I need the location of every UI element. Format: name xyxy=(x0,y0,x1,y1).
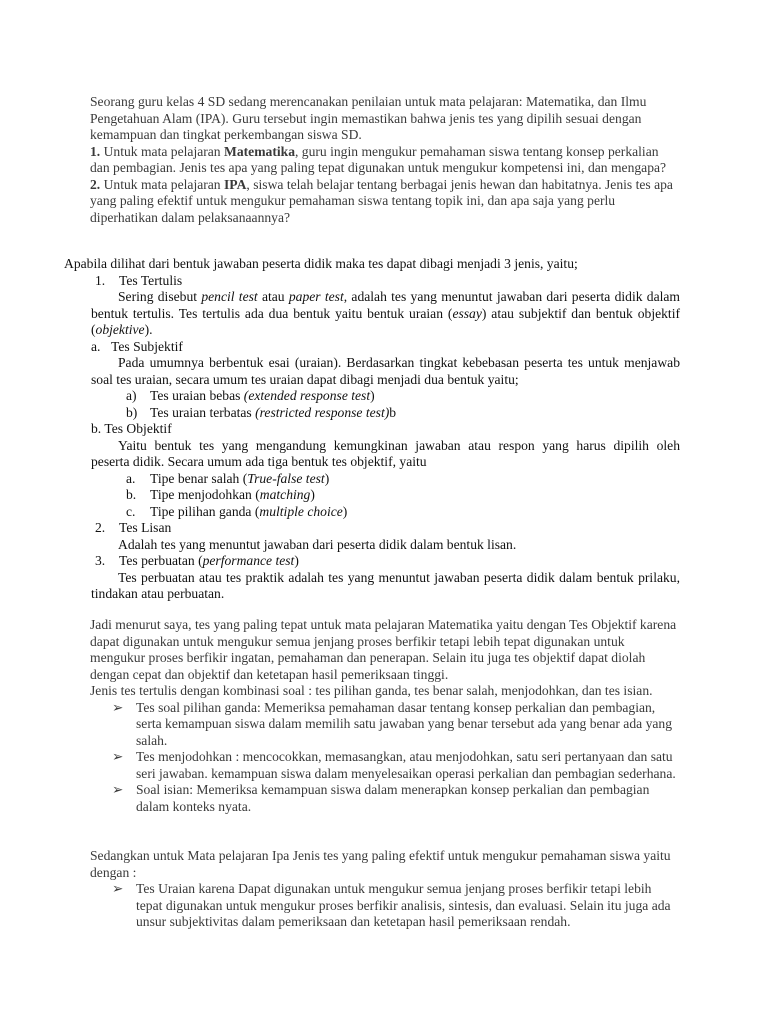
question-intro: Seorang guru kelas 4 SD sedang merencanakan penilaian untuk mata pelajaran: Matematika, dan Ilmu Pengetahuan Alam (IPA). Guru tersebut ingin memastikan bahwa jenis tes yang dipilih sesuai dengan kemampuan dan tingkat perkembangan siswa SD. xyxy=(90,94,647,142)
subtype-b-item-1: a. Tipe benar salah (True-false test) xyxy=(126,470,330,486)
arrow-bullet-icon: ➢ xyxy=(112,749,124,764)
test-type-1-desc-line3: (objektive). xyxy=(91,322,153,337)
arrow-bullet-icon: ➢ xyxy=(112,881,124,896)
test-type-1-desc-line2: bentuk tertulis. Tes tertulis ada dua bentuk yaitu bentuk uraian (essay) atau subjektif dan bentuk objektif xyxy=(91,305,681,321)
subtype-a-item-1: a) Tes uraian bebas (extended response test) xyxy=(126,388,375,403)
subtype-b-item-2: b. Tipe menjodohkan (matching) xyxy=(126,487,315,502)
test-type-1: 1. Tes Tertulis xyxy=(95,272,183,288)
subtype-a-desc-line2: soal tes uraian, secara umum tes uraian dapat dibagi menjadi dua bentuk yaitu; xyxy=(91,371,519,387)
subtype-b-desc-line1: Yaitu bentuk tes yang mengandung kemungkinan jawaban atau respon yang harus dipilih oleh xyxy=(118,437,680,453)
conclusion-bullet-2: ➢ Tes menjodohkan : mencocokkan, memasangkan, atau menjodohkan, satu seri pertanyaan dan satu seri jawaban. kemampuan siswa dalam menyelesaikan operasi perkalian dan pembagian sederhana. xyxy=(112,749,676,781)
arrow-bullet-icon: ➢ xyxy=(112,782,124,797)
ipa-block xyxy=(90,848,680,931)
subtype-b-item-3: c. Tipe pilihan ganda (multiple choice) xyxy=(126,503,348,519)
conclusion-bullet-3: ➢ Soal isian: Memeriksa kemampuan siswa dalam menerapkan konsep perkalian dan pembagian dalam konteks nyata. xyxy=(112,782,650,814)
test-type-3-desc-line2: tindakan atau perbuatan. xyxy=(91,586,225,601)
question-block xyxy=(90,94,680,226)
subtype-a-item-2: b) Tes uraian terbatas (restricted response test)b xyxy=(126,404,397,420)
conclusion-bullet-1: ➢ Tes soal pilihan ganda: Memeriksa pemahaman dasar tentang konsep perkalian dan pembagian, serta kemampuan siswa dalam memilih satu jawaban yang benar tersebut ada yang benar ada yang salah. xyxy=(112,699,672,748)
subtype-a-desc-line1: Pada umumnya berbentuk esai (uraian). Berdasarkan tingkat kebebasan peserta tes untuk menjawab xyxy=(118,355,680,370)
test-type-1-desc-line1: Sering disebut pencil test atau paper test, adalah tes yang menuntut jawaban dari peserta didik dalam xyxy=(118,289,680,304)
test-type-2: 2. Tes Lisan xyxy=(95,520,172,535)
test-type-3: 3. Tes perbuatan (performance test) xyxy=(95,553,299,568)
answer-intro: Apabila dilihat dari bentuk jawaban peserta didik maka tes dapat dibagi menjadi 3 jenis, yaitu; xyxy=(64,256,578,271)
subtype-b: b. Tes Objektif xyxy=(91,421,172,436)
ipa-paragraph: Sedangkan untuk Mata pelajaran Ipa Jenis tes yang paling efektif untuk mengukur pemahaman siswa yaitu dengan : xyxy=(90,848,671,880)
test-type-2-desc: Adalah tes yang menuntut jawaban dari peserta didik dalam bentuk lisan. xyxy=(118,536,517,552)
question-1: 1. Untuk mata pelajaran Matematika, guru ingin mengukur pemahaman siswa tentang konsep perkalian dan pembagian. Jenis tes apa yang paling tepat digunakan untuk mengukur kompetensi ini, dan mengapa? xyxy=(90,143,667,175)
answer-block xyxy=(64,256,680,603)
conclusion-block xyxy=(90,617,680,815)
question-2: 2. Untuk mata pelajaran IPA, siswa telah belajar tentang berbagai jenis hewan dan habitatnya. Jenis tes apa yang paling efektif untuk mengukur pemahaman siswa tentang topik ini, dan apa saja yang perlu diperhatikan dalam pelaksanaannya? xyxy=(90,176,673,225)
ipa-bullet-1: ➢ Tes Uraian karena Dapat digunakan untuk mengukur semua jenjang proses berfikir tetapi lebih tepat digunakan untuk mengukur proses berfikir analisis, sintesis, dan evaluasi. Selain itu juga ada unsur subjektivitas dalam pemeriksaan dan ketetapan hasil pemeriksaan rendah. xyxy=(112,881,671,929)
conclusion-paragraph: Jadi menurut saya, tes yang paling tepat untuk mata pelajaran Matematika yaitu dengan Tes Objektif karena dapat digunakan untuk mengukur semua jenjang proses berfikir tetapi lebih tepat digunakan untuk mengukur proses berfikir ingatan, pemahaman dan penerapan. Selain itu juga tes objektif dapat diolah dengan cepat dan objektif dan ketetapan hasil pemeriksaan tinggi. xyxy=(90,617,677,682)
test-type-3-desc-line1: Tes perbuatan atau tes praktik adalah tes yang menuntut jawaban peserta didik dalam bentuk prilaku, xyxy=(118,569,680,585)
conclusion-combination: Jenis tes tertulis dengan kombinasi soal : tes pilihan ganda, tes benar salah, menjodohkan, dan tes isian. xyxy=(90,683,653,698)
subtype-b-desc-line2: peserta didik. Secara umum ada tiga bentuk tes objektif, yaitu xyxy=(91,454,427,469)
arrow-bullet-icon: ➢ xyxy=(112,699,124,715)
subtype-a: a. Tes Subjektif xyxy=(91,338,183,354)
